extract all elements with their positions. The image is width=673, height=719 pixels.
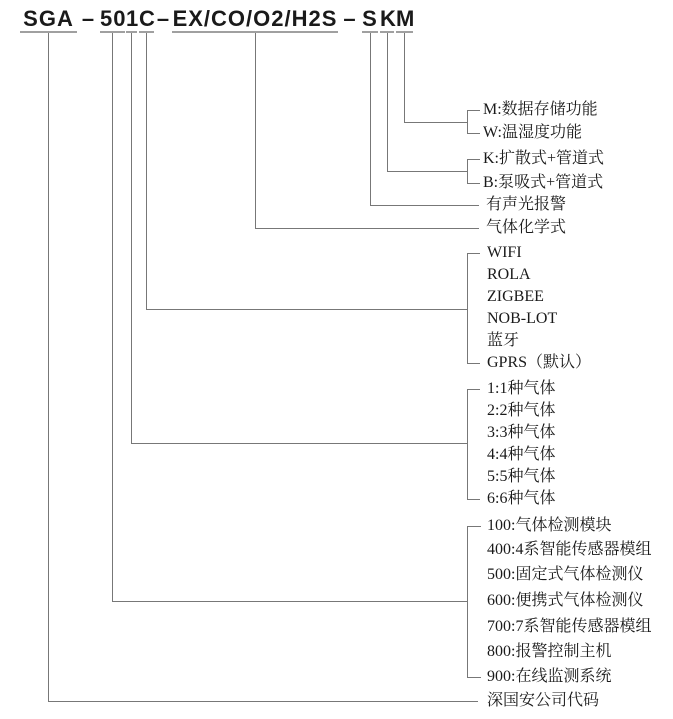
bracket-comm-stub-top	[467, 253, 480, 254]
connector-storage-vertical	[404, 33, 405, 122]
dash-separator-2: –	[156, 6, 171, 31]
model-storage-code: M	[396, 6, 416, 31]
connector-sga-horizontal	[48, 701, 478, 702]
connector-gascount-horizontal	[131, 443, 467, 444]
gascount-option-6: 6:6种气体	[487, 490, 556, 507]
sampling-option-b: B:泵吸式+管道式	[483, 174, 604, 191]
comm-option-bluetooth: 蓝牙	[487, 332, 520, 349]
storage-option-w: W:温湿度功能	[483, 124, 582, 141]
gascount-option-5: 5:5种气体	[487, 468, 556, 485]
bracket-storage-stub-top	[467, 110, 480, 111]
series-option-700: 700:7系智能传感器模组	[487, 618, 652, 635]
connector-comm-horizontal	[146, 309, 467, 310]
model-gas-formula: EX/CO/O2/H2S	[172, 6, 338, 31]
bracket-sampling-stub-bottom	[467, 183, 480, 184]
series-option-600: 600:便携式气体检测仪	[487, 592, 644, 609]
model-comm-code: C	[139, 6, 156, 31]
bracket-storage-stub-bottom	[467, 133, 480, 134]
model-gascount-digit: 1	[126, 6, 140, 31]
bracket-sampling	[467, 159, 468, 184]
connector-series-horizontal	[112, 601, 467, 602]
series-option-900: 900:在线监测系统	[487, 668, 612, 685]
comm-option-noblot: NOB-LOT	[487, 310, 558, 327]
gascount-option-4: 4:4种气体	[487, 446, 556, 463]
bracket-series-stub-top	[467, 526, 481, 527]
connector-alarm-vertical	[370, 33, 371, 205]
comm-option-zigbee: ZIGBEE	[487, 288, 544, 305]
connector-storage-horizontal	[404, 122, 467, 123]
series-option-400: 400:4系智能传感器模组	[487, 541, 652, 558]
bracket-comm-stub-bottom	[467, 363, 480, 364]
model-sampling-code: K	[380, 6, 397, 31]
sampling-option-k: K:扩散式+管道式	[483, 150, 605, 167]
bracket-series	[467, 526, 468, 678]
connector-series-vertical	[112, 33, 113, 601]
connector-formula-horizontal	[255, 228, 479, 229]
bracket-gascount	[467, 389, 468, 500]
bracket-comm	[467, 253, 468, 364]
comm-option-gprs: GPRS（默认）	[487, 354, 592, 371]
bracket-gascount-stub-bottom	[467, 499, 480, 500]
connector-comm-vertical	[146, 33, 147, 309]
bracket-series-stub-bottom	[467, 677, 481, 678]
connector-sga-vertical	[48, 33, 49, 701]
model-alarm-code: S	[362, 6, 378, 31]
storage-option-m: M:数据存储功能	[483, 101, 598, 118]
comm-option-rola: ROLA	[487, 266, 531, 283]
gascount-option-3: 3:3种气体	[487, 424, 556, 441]
connector-alarm-horizontal	[370, 205, 479, 206]
series-option-500: 500:固定式气体检测仪	[487, 566, 644, 583]
connector-gascount-vertical	[131, 33, 132, 443]
comm-option-wifi: WIFI	[487, 244, 522, 261]
gascount-option-2: 2:2种气体	[487, 402, 556, 419]
bracket-storage	[467, 110, 468, 134]
company-code-label: 深国安公司代码	[487, 692, 600, 709]
series-option-100: 100:气体检测模块	[487, 517, 612, 534]
connector-sampling-vertical	[387, 33, 388, 171]
alarm-label: 有声光报警	[486, 196, 567, 213]
model-series-digits: 50	[100, 6, 127, 31]
series-option-800: 800:报警控制主机	[487, 643, 612, 660]
connector-formula-vertical	[255, 33, 256, 228]
gas-formula-label: 气体化学式	[486, 219, 567, 236]
connector-sampling-horizontal	[387, 171, 467, 172]
model-prefix-sga: SGA	[20, 6, 77, 33]
dash-separator-3: –	[343, 6, 357, 31]
dash-separator-1: –	[81, 6, 96, 31]
gascount-option-1: 1:1种气体	[487, 380, 556, 397]
bracket-sampling-stub-top	[467, 159, 480, 160]
bracket-gascount-stub-top	[467, 389, 480, 390]
